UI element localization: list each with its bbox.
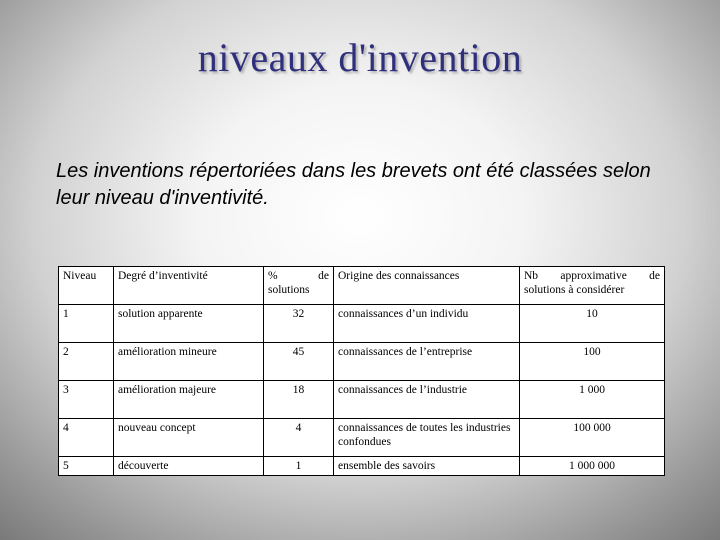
cell-pct: 32 xyxy=(264,305,334,343)
table-row xyxy=(59,457,665,476)
cell-niveau: 5 xyxy=(59,457,114,476)
cell-degre: nouveau concept xyxy=(114,419,264,457)
cell-degre: solution apparente xyxy=(114,305,264,343)
header-nb-line1: Nb approximative de xyxy=(524,270,660,282)
table-row xyxy=(59,343,665,381)
header-pct-solutions: solutions xyxy=(268,284,310,296)
cell-nb: 1 000 000 xyxy=(520,457,665,476)
cell-origine: connaissances de l’industrie xyxy=(334,381,520,419)
header-pct-symbol: % xyxy=(268,270,278,282)
slide-subtitle: Les inventions répertoriées dans les brevets ont été classées selon leur niveau d'inventivité. xyxy=(56,160,651,209)
cell-degre: amélioration mineure xyxy=(114,343,264,381)
cell-niveau: 2 xyxy=(59,343,114,381)
cell-nb: 1 000 xyxy=(520,381,665,419)
cell-pct: 45 xyxy=(264,343,334,381)
cell-niveau: 1 xyxy=(59,305,114,343)
cell-origine: connaissances de l’entreprise xyxy=(334,343,520,381)
header-pct-de: de xyxy=(318,270,329,282)
table-row xyxy=(59,419,665,457)
cell-pct: 4 xyxy=(264,419,334,457)
cell-pct: 18 xyxy=(264,381,334,419)
header-pct xyxy=(264,267,334,305)
cell-nb: 10 xyxy=(520,305,665,343)
cell-nb: 100 000 xyxy=(520,419,665,457)
header-nb xyxy=(520,267,665,305)
slide-title: niveaux d'invention xyxy=(197,35,523,80)
cell-niveau: 3 xyxy=(59,381,114,419)
cell-origine: ensemble des savoirs xyxy=(334,457,520,476)
header-origine: Origine des connaissances xyxy=(334,267,520,305)
cell-pct: 1 xyxy=(264,457,334,476)
table-row xyxy=(59,305,665,343)
cell-degre: découverte xyxy=(114,457,264,476)
cell-origine: connaissances de toutes les industries confondues xyxy=(334,419,520,457)
cell-origine: connaissances d’un individu xyxy=(334,305,520,343)
inventivity-table xyxy=(58,266,665,476)
cell-degre: amélioration majeure xyxy=(114,381,264,419)
header-niveau: Niveau xyxy=(59,267,114,305)
cell-nb: 100 xyxy=(520,343,665,381)
cell-niveau: 4 xyxy=(59,419,114,457)
table-row xyxy=(59,381,665,419)
header-degre: Degré d’inventivité xyxy=(114,267,264,305)
table-header-row xyxy=(59,267,665,305)
header-nb-line2: solutions à considérer xyxy=(524,284,625,296)
